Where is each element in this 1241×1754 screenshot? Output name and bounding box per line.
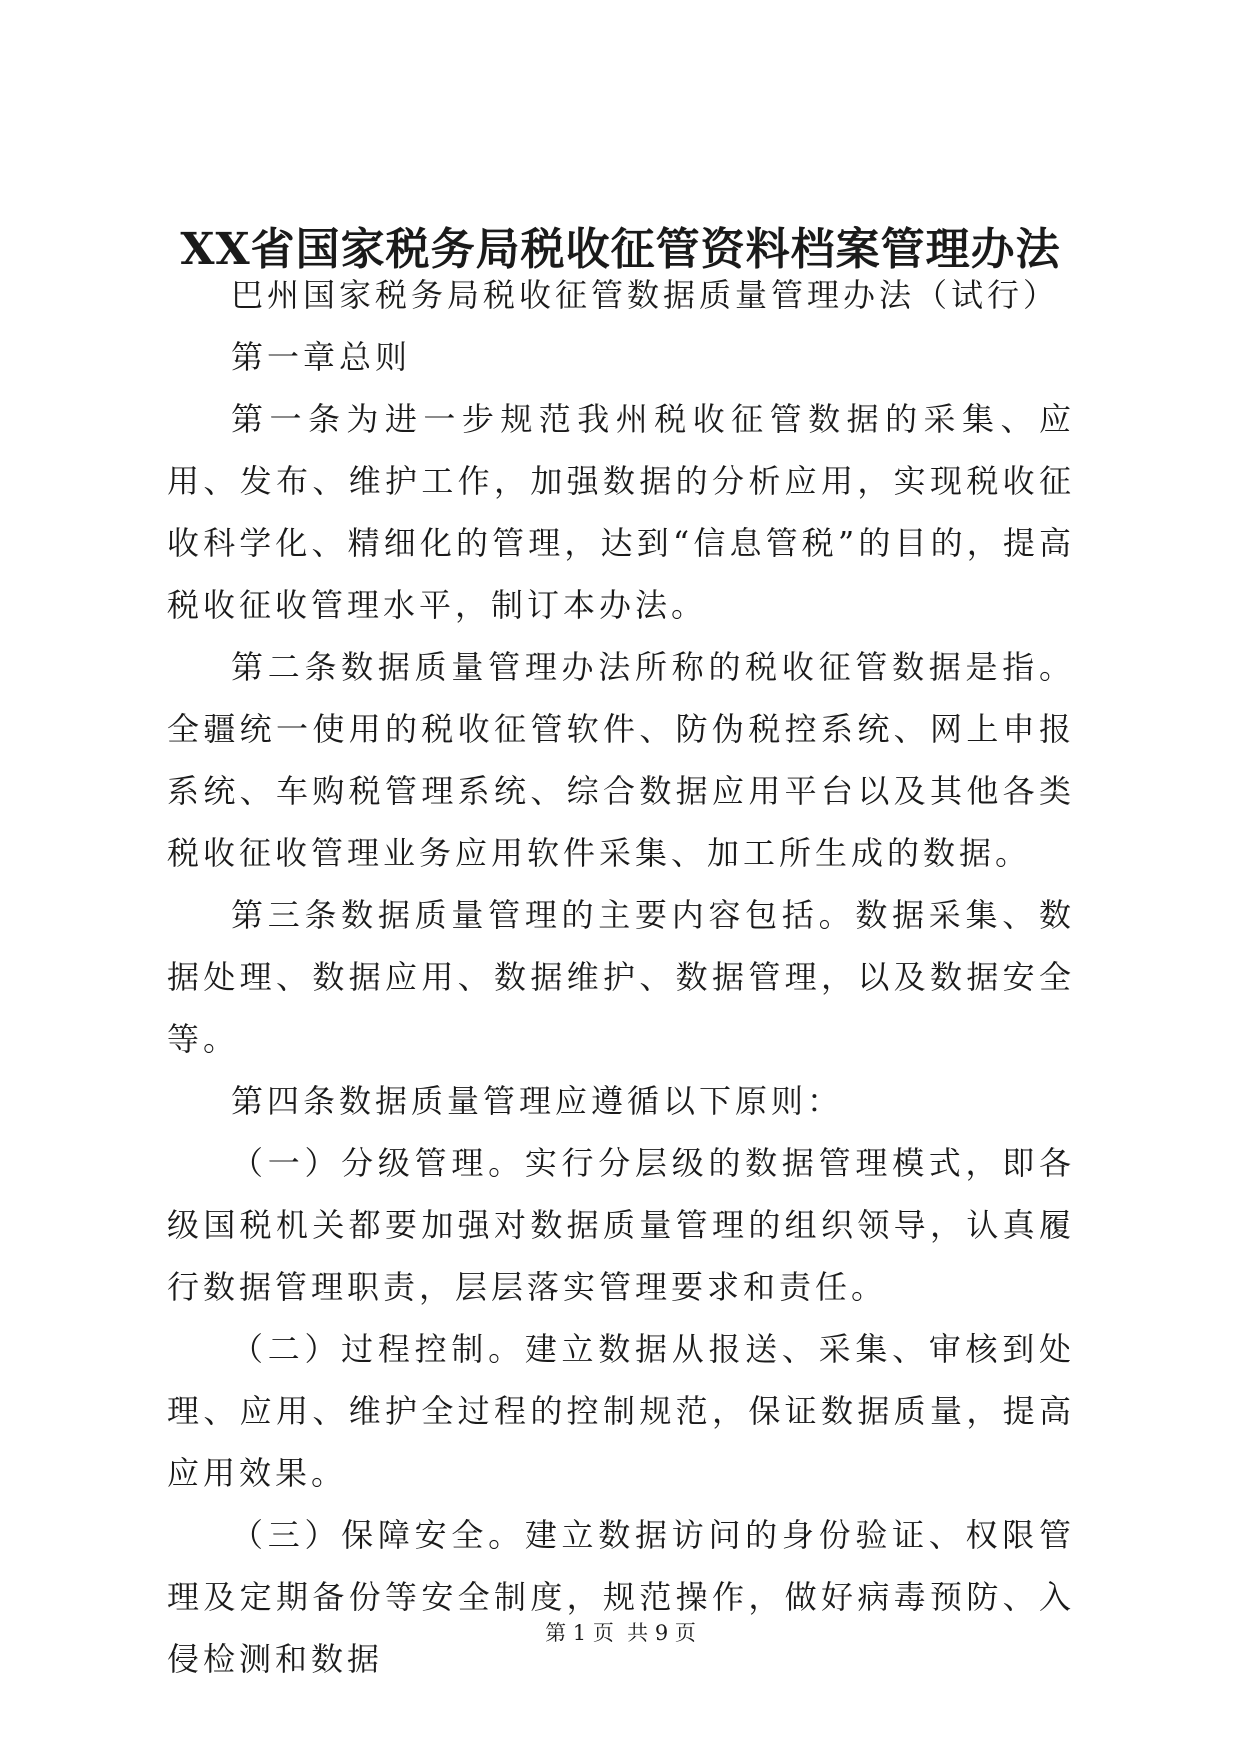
principle-item: （二）过程控制。建立数据从报送、采集、审核到处理、应用、维护全过程的控制规范，保证数据质量，提高应用效果。 bbox=[167, 1330, 1075, 1492]
document-body bbox=[167, 264, 1075, 1690]
article-paragraph: 第四条数据质量管理应遵循以下原则： bbox=[231, 1082, 844, 1120]
page-footer bbox=[0, 1618, 1241, 1648]
principle-item: （一）分级管理。实行分层级的数据管理模式，即各级国税机关都要加强对数据质量管理的组织领导，认真履行数据管理职责，层层落实管理要求和责任。 bbox=[167, 1144, 1075, 1306]
principle-item: （三）保障安全。建立数据访问的身份验证、权限管理及定期备份等安全制度，规范操作，做好病毒预防、入侵检测和数据 bbox=[167, 1516, 1075, 1678]
chapter-heading: 第一章总则 bbox=[231, 338, 412, 376]
article-paragraph: 第一条为进一步规范我州税收征管数据的采集、应用、发布、维护工作，加强数据的分析应用，实现税收征收科学化、精细化的管理，达到“信息管税”的目的，提高税收征收管理水平，制订本办法。 bbox=[167, 400, 1075, 624]
article-paragraph: 第三条数据质量管理的主要内容包括。数据采集、数据处理、数据应用、数据维护、数据管理，以及数据安全等。 bbox=[167, 896, 1075, 1058]
page-number: 第 1 页 共 9 页 bbox=[545, 1621, 696, 1645]
subtitle-paragraph: 巴州国家税务局税收征管数据质量管理办法（试行） bbox=[231, 276, 1060, 314]
article-paragraph: 第二条数据质量管理办法所称的税收征管数据是指。全疆统一使用的税收征管软件、防伪税控系统、网上申报系统、车购税管理系统、综合数据应用平台以及其他各类税收征收管理业务应用软件采集、加工所生成的数据。 bbox=[167, 648, 1075, 872]
document-title: XX省国家税务局税收征管资料档案管理办法 bbox=[180, 224, 1061, 275]
